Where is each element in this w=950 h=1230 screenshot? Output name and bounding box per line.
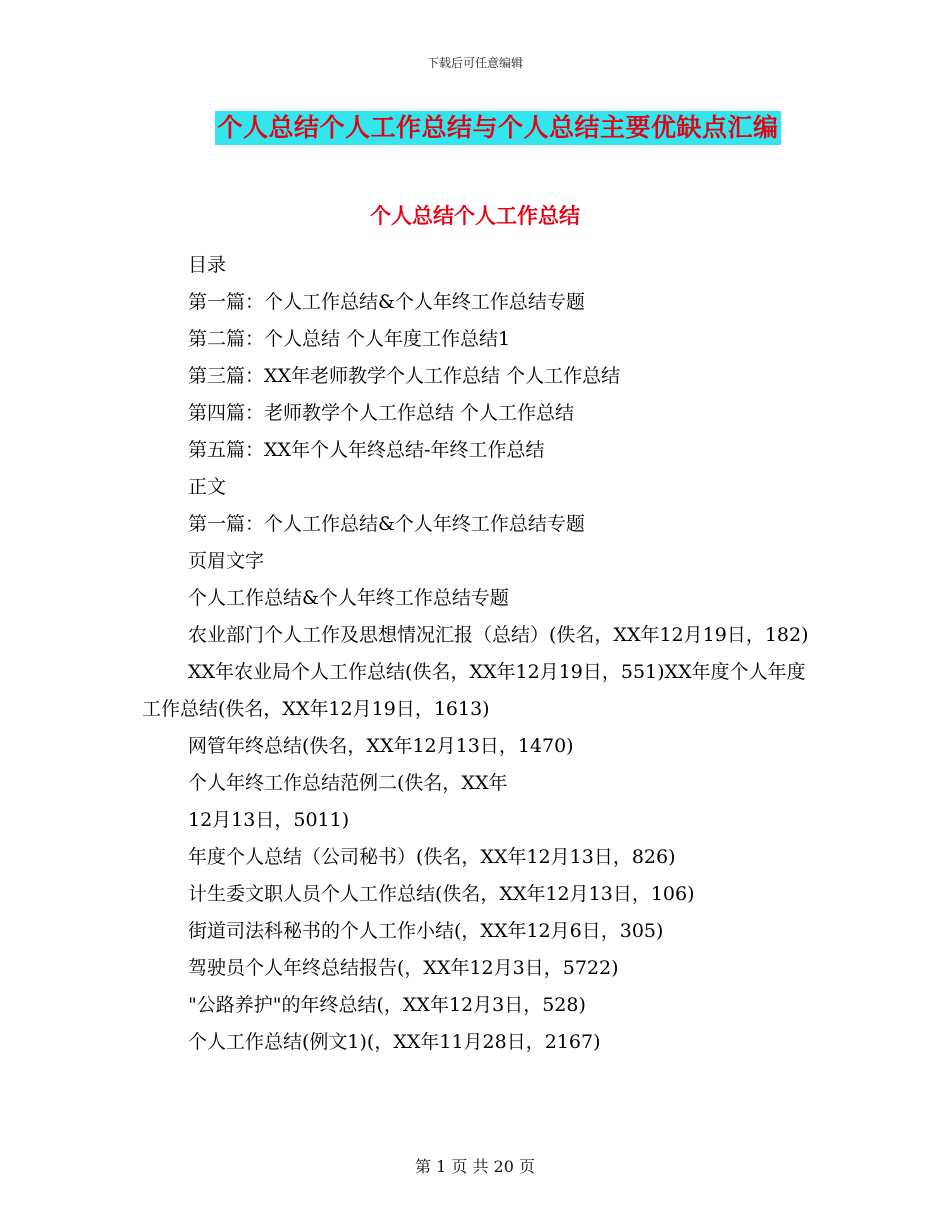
list-item: 农业部门个人工作及思想情况汇报（总结）(佚名，XX年12月19日，182) [188, 624, 809, 646]
toc-item: 第三篇：XX年老师教学个人工作总结 个人工作总结 [188, 365, 621, 387]
list-item: 驾驶员个人年终总结报告(，XX年12月3日，5722) [188, 957, 619, 979]
list-item: 网管年终总结(佚名，XX年12月13日，1470) [188, 735, 574, 757]
toc-heading: 目录 [188, 254, 227, 276]
list-item: 街道司法科秘书的个人工作小结(，XX年12月6日，305) [188, 920, 664, 942]
list-item: 年度个人总结（公司秘书）(佚名，XX年12月13日，826) [188, 846, 676, 868]
body-heading: 正文 [188, 476, 227, 498]
toc-item: 第四篇：老师教学个人工作总结 个人工作总结 [188, 402, 575, 424]
list-item: 个人年终工作总结范例二(佚名，XX年 [188, 772, 508, 794]
main-title: 个人总结个人工作总结与个人总结主要优缺点汇编 [215, 111, 780, 145]
main-title-container [0, 111, 950, 145]
page-number-footer: 第 1 页 共 20 页 [415, 1157, 535, 1176]
toc-item: 第二篇：个人总结 个人年度工作总结1 [188, 328, 511, 350]
header-text-label: 页眉文字 [188, 550, 265, 572]
list-item: 个人工作总结(例文1)(，XX年11月28日，2167) [188, 1031, 601, 1053]
topic-title: 个人工作总结&个人年终工作总结专题 [188, 587, 509, 609]
section-title: 个人总结个人工作总结 [370, 204, 580, 228]
header-note: 下载后可任意编辑 [426, 56, 523, 70]
list-item: 12月13日，5011) [188, 809, 350, 831]
toc-item: 第一篇：个人工作总结&个人年终工作总结专题 [188, 291, 585, 313]
list-item: XX年农业局个人工作总结(佚名，XX年12月19日，551)XX年度个人年度工作总结(佚名，XX年12月19日，1613) [142, 661, 806, 720]
article-heading: 第一篇：个人工作总结&个人年终工作总结专题 [188, 513, 585, 535]
list-item: 计生委文职人员个人工作总结(佚名，XX年12月13日，106) [188, 883, 695, 905]
list-item: "公路养护"的年终总结(，XX年12月3日，528) [188, 994, 586, 1016]
document-body [142, 247, 810, 1061]
toc-item: 第五篇：XX年个人年终总结-年终工作总结 [188, 439, 545, 461]
